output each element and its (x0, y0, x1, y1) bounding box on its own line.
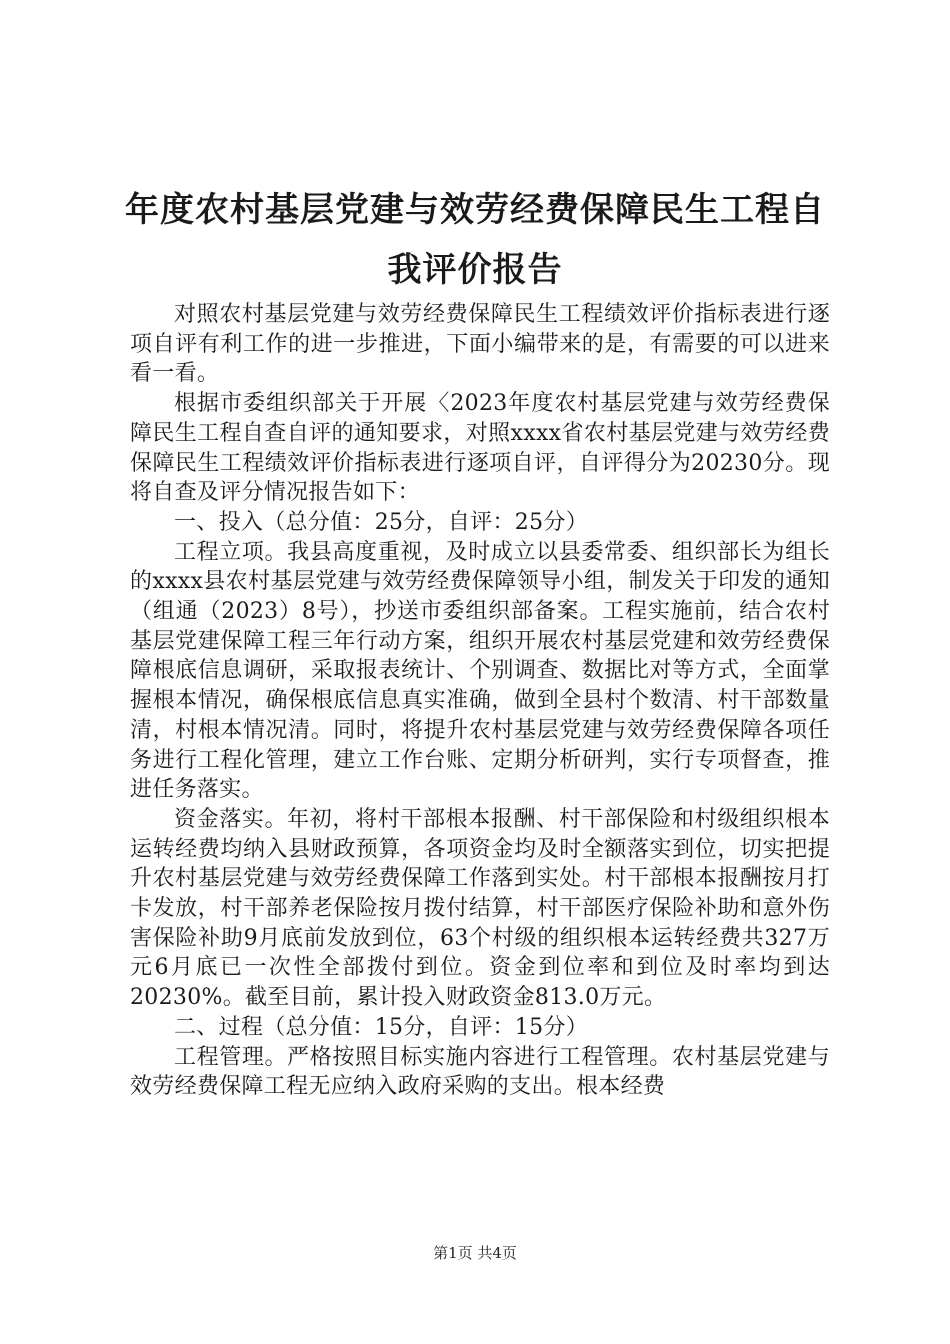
paragraph-project-approval: 工程立项。我县高度重视，及时成立以县委常委、组织部长为组长的xxxx县农村基层党建与效劳经费保障领导小组，制发关于印发的通知（组通（2023）8号），抄送市委组织部备案。工程实施前，结合农村基层党建保障工程三年行动方案，组织开展农村基层党建和效劳经费保障根底信息调研，采取报表统计、个别调查、数据比对等方式，全面掌握根本情况，确保根底信息真实准确，做到全县村个数清、村干部数量清，村根本情况清。同时，将提升农村基层党建与效劳经费保障各项任务进行工程化管理，建立工作台账、定期分析研判，实行专项督查，推进任务落实。 (130, 539, 830, 803)
document-body (130, 300, 830, 1102)
paragraph-basis: 根据市委组织部关于开展〈2023年度农村基层党建与效劳经费保障民生工程自查自评的通知要求，对照xxxx省农村基层党建与效劳经费保障民生工程绩效评价指标表进行逐项自评，自评得分为20230分。现将自查及评分情况报告如下： (130, 391, 830, 506)
paragraph-funding: 资金落实。年初，将村干部根本报酬、村干部保险和村级组织根本运转经费均纳入县财政预算，各项资金均及时全额落实到位，切实把提升农村基层党建与效劳经费保障工作落到实处。村干部根本报酬按月打卡发放，村干部养老保险按月拨付结算，村干部医疗保险补助和意外伤害保险补助9月底前发放到位，63个村级的组织根本运转经费共327万元6月底已一次性全部拨付到位。资金到位率和到位及时率均到达20230%。截至目前，累计投入财政资金813.0万元。 (130, 806, 830, 1011)
paragraph-project-management: 工程管理。严格按照目标实施内容进行工程管理。农村基层党建与效劳经费保障工程无应纳入政府采购的支出。根本经费 (130, 1044, 830, 1100)
document-title: 年度农村基层党建与效劳经费保障民生工程自我评价报告 (125, 190, 825, 290)
page-footer: 第1页 共4页 (433, 1244, 517, 1262)
section-heading-process: 二、过程（总分值：15分，自评：15分） (174, 1014, 588, 1040)
paragraph-intro: 对照农村基层党建与效劳经费保障民生工程绩效评价指标表进行逐项自评有利工作的进一步推进，下面小编带来的是，有需要的可以进来看一看。 (130, 302, 830, 387)
section-heading-input: 一、投入（总分值：25分，自评：25分） (174, 509, 588, 535)
